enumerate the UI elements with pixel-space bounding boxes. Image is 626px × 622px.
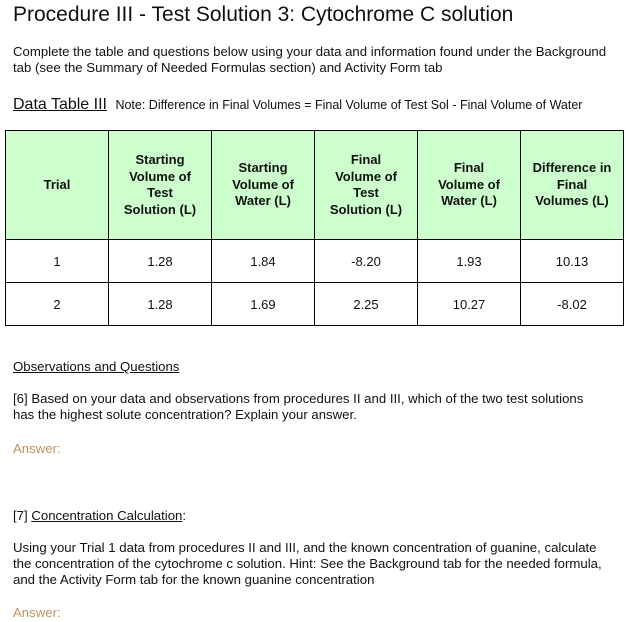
cell-final-volume-test-solution[interactable]: 2.25 [315,283,418,326]
question-6-text: Based on your data and observations from procedures II and III, which of the two test solutions has the highest solute concentration? Explain your answer. [13,391,584,422]
question-7-colon: : [182,508,187,523]
question-6 [13,391,603,423]
cell-trial[interactable]: 2 [6,283,109,326]
header-trial: Trial [6,131,109,240]
cell-starting-volume-water[interactable]: 1.84 [212,240,315,283]
header-text: Final Volume of Water (L) [438,160,500,209]
header-final-volume-test-solution [315,131,418,240]
header-final-volume-water [418,131,521,240]
table-label: Data Table III [13,96,107,113]
question-7-heading [13,508,186,524]
cell-starting-volume-test-solution[interactable]: 1.28 [109,240,212,283]
header-text: Difference in Final Volumes (L) [532,160,612,209]
question-7-text: Using your Trial 1 data from procedures II and III, and the known concentration of guanine, calculate the concentration of the cytochrome c solution. Hint: See the Background tab for the needed formula, and the Activity Form tab for the known guanine concentration [13,540,602,587]
question-6-number: [6] [13,391,28,406]
page-title: Procedure III - Test Solution 3: Cytochrome C solution [13,3,514,26]
cell-final-volume-test-solution[interactable]: -8.20 [315,240,418,283]
observations-heading: Observations and Questions [13,359,180,374]
data-table [5,130,624,326]
table-row [6,283,624,326]
cell-starting-volume-water[interactable]: 1.69 [212,283,315,326]
cell-trial[interactable]: 1 [6,240,109,283]
cell-final-volume-water[interactable]: 10.27 [418,283,521,326]
table-row [6,240,624,283]
intro-paragraph: Complete the table and questions below using your data and information found under the Background tab (see the Summary of Needed Formulas section) and Activity Form tab [13,44,607,75]
cell-starting-volume-test-solution[interactable]: 1.28 [109,283,212,326]
cell-difference-final-volumes[interactable]: 10.13 [521,240,624,283]
table-heading [13,96,582,114]
header-starting-volume-water [212,131,315,240]
header-starting-volume-test-solution [109,131,212,240]
answer-6-label[interactable]: Answer: [13,441,61,456]
table-note: Note: Difference in Final Volumes = Final Volume of Test Sol - Final Volume of Water [115,98,583,112]
header-difference-final-volumes [521,131,624,240]
cell-difference-final-volumes[interactable]: -8.02 [521,283,624,326]
question-7-title: Concentration Calculation [31,508,183,523]
header-text: Starting Volume of Water (L) [232,160,294,209]
header-text: Starting Volume of Test Solution (L) [123,152,197,217]
answer-7-label[interactable]: Answer: [13,605,61,620]
table-header-row [6,131,624,240]
header-text: Final Volume of Test Solution (L) [329,152,403,217]
cell-final-volume-water[interactable]: 1.93 [418,240,521,283]
question-7-number: [7] [13,508,28,523]
